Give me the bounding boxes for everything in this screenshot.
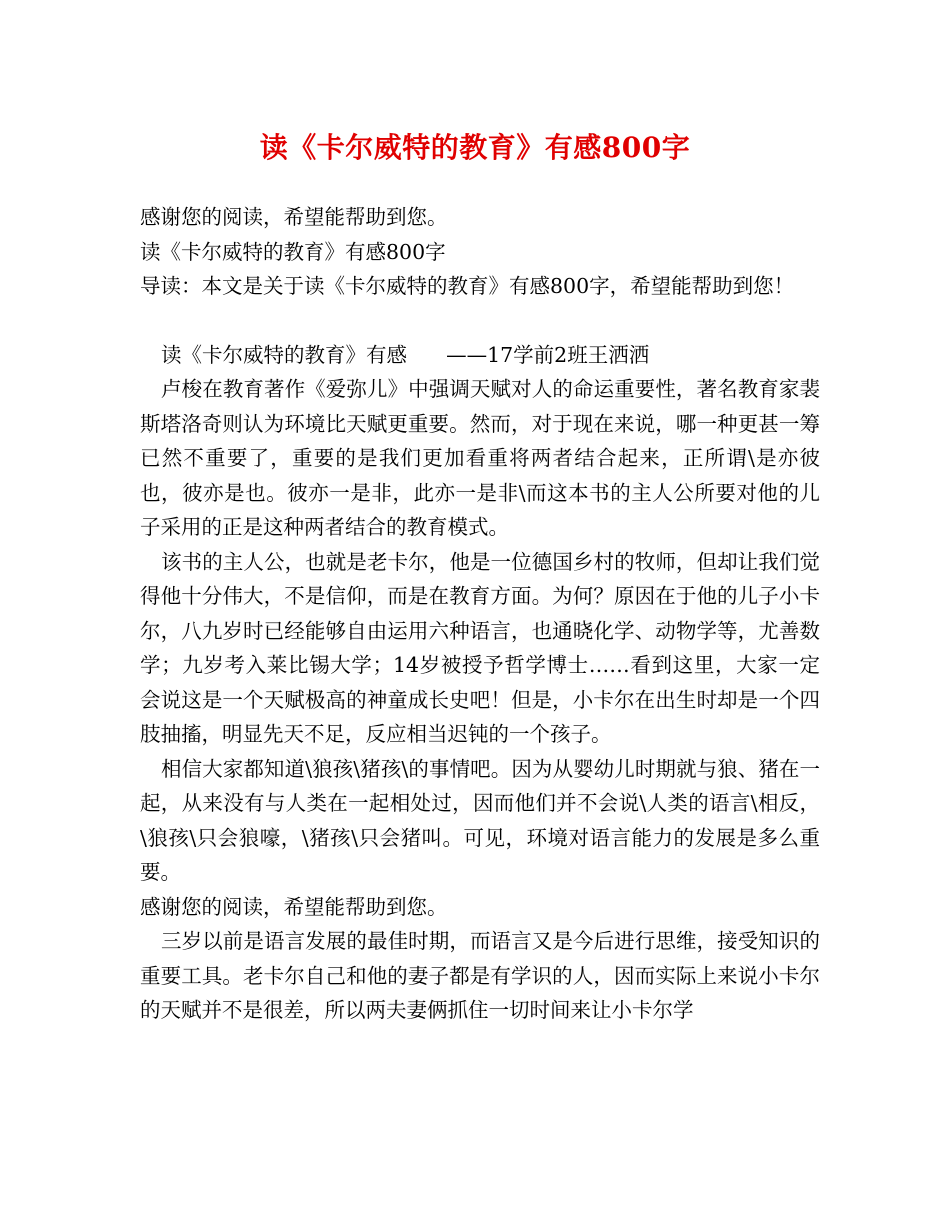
paragraph-4: 三岁以前是语言发展的最佳时期，而语言又是今后进行思维，接受知识的重要工具。老卡尔自己和他的妻子都是有学识的人，因而实际上来说小卡尔的天赋并不是很差，所以两夫妻俩抓住一切时间来让小卡尔学	[140, 929, 820, 1022]
paragraph-2: 该书的主人公，也就是老卡尔，他是一位德国乡村的牧师，但却让我们觉得他十分伟大，不是信仰，而是在教育方面。为何？原因在于他的儿子小卡尔，八九岁时已经能够自由运用六种语言，也通晓化学、动物学等，尤善数学；九岁考入莱比锡大学；14岁被授予哲学博士……看到这里，大家一定会说这是一个天赋极高的神童成长史吧！但是，小卡尔在出生时却是一个四肢抽搐，明显先天不足，反应相当迟钝的一个孩子。	[140, 549, 820, 746]
repeat-thanks-line: 感谢您的阅读，希望能帮助到您。	[140, 894, 448, 919]
intro-guide-line: 导读：本文是关于读《卡尔威特的教育》有感800字，希望能帮助到您！	[140, 274, 795, 298]
paragraph-1: 卢梭在教育著作《爱弥儿》中强调天赋对人的命运重要性，著名教育家裴斯塔洛奇则认为环境比天赋更重要。然而，对于现在来说，哪一种更甚一筹已然不重要了，重要的是我们更加看重将两者结合起来，正所谓\是亦彼也，彼亦是也。彼亦一是非，此亦一是非\而这本书的主人公所要对他的儿子采用的正是这种两者结合的教育模式。	[140, 377, 820, 539]
document-title: 读《卡尔威特的教育》有感800字	[259, 131, 691, 164]
paragraph-3: 相信大家都知道\狼孩\猪孩\的事情吧。因为从婴幼儿时期就与狼、猪在一起，从来没有与人类在一起相处过，因而他们并不会说\人类的语言\相反，\狼孩\只会狼嚎，\猪孩\只会猪叫。可见，环境对语言能力的发展是多么重要。	[140, 756, 820, 884]
essay-byline: 读《卡尔威特的教育》有感 ——17学前2班王洒洒	[161, 342, 650, 367]
document-body	[140, 200, 820, 1028]
intro-thanks-line: 感谢您的阅读，希望能帮助到您。	[140, 205, 448, 229]
intro-title-line: 读《卡尔威特的教育》有感800字	[140, 239, 446, 264]
blank-gap	[140, 304, 820, 338]
